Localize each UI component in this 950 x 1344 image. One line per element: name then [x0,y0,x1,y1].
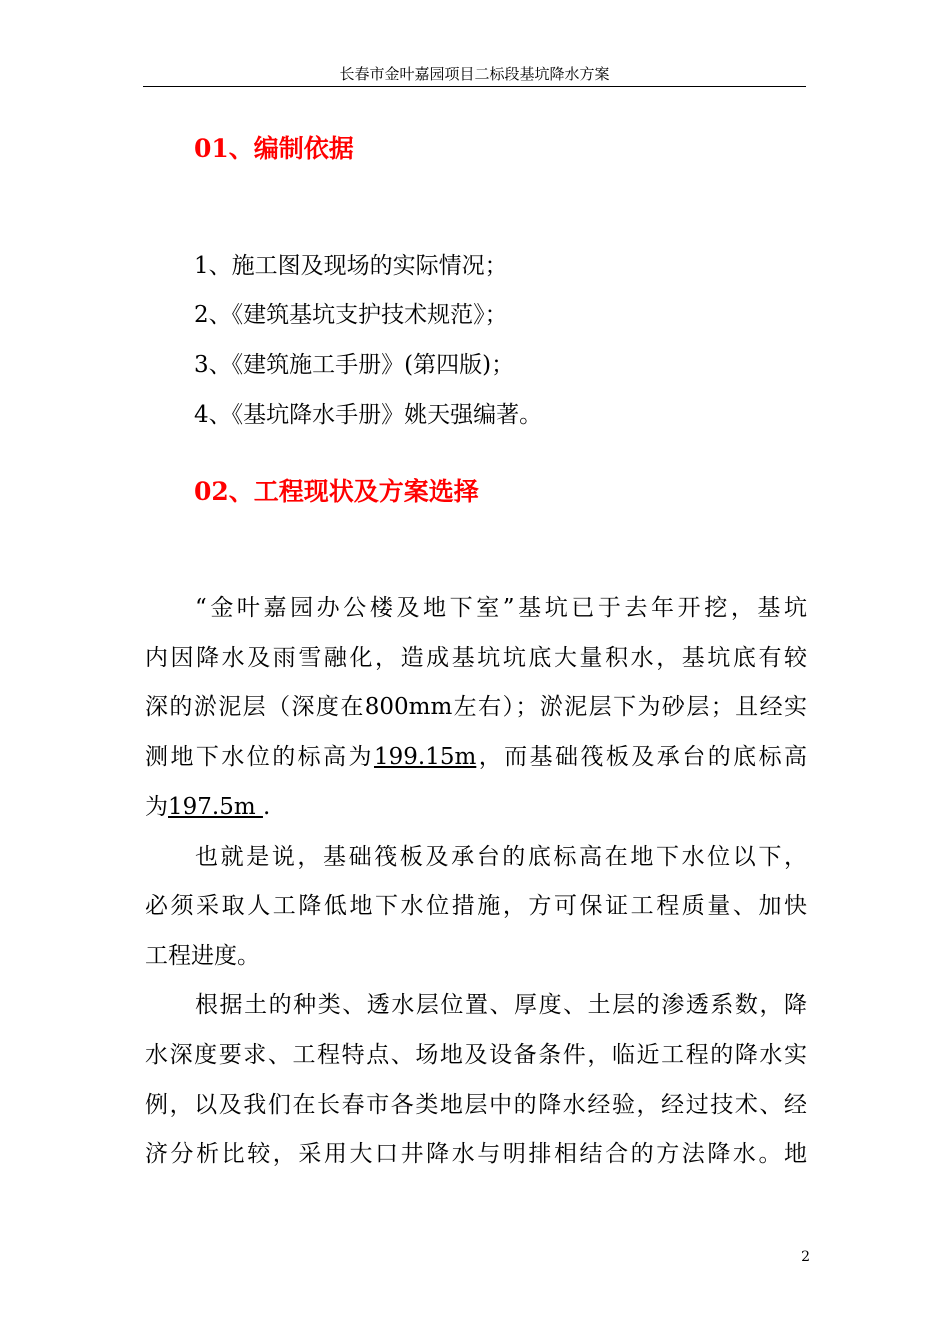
paragraph-line: 水深度要求、工程特点、场地及设备条件，临近工程的降水实 [145,1042,807,1068]
paragraph-line: 深的淤泥层（深度在800mm左右）；淤泥层下为砂层；且经实 [145,694,807,720]
paragraph-text: . [262,794,271,820]
paragraph-line: 必须采取人工降低地下水位措施，方可保证工程质量、加快 [145,893,807,919]
paragraph-line: “金叶嘉园办公楼及地下室”基坑已于去年开挖，基坑 [195,595,807,621]
paragraph-line [145,792,807,822]
section-heading-status: 02、工程现状及方案选择 [194,477,479,506]
paragraph-line: 根据土的种类、透水层位置、厚度、土层的渗透系数，降 [195,992,807,1018]
basis-item-3: 3、《建筑施工手册》(第四版)； [194,352,515,378]
page-number: 2 [801,1249,810,1265]
running-header: 长春市金叶嘉园项目二标段基坑降水方案 [339,65,610,83]
paragraph-line: 例，以及我们在长春市各类地层中的降水经验，经过技术、经 [145,1092,807,1118]
section-heading-basis: 01、编制依据 [194,134,354,163]
basis-item-2: 2、《建筑基坑支护技术规范》； [194,302,508,328]
water-level-value: 199.15m [373,744,477,770]
paragraph-text: 为 [145,794,168,820]
base-elevation-value: 197.5m [168,794,263,820]
basis-item-4: 4、《基坑降水手册》姚天强编著。 [194,402,543,428]
basis-item-1: 1、施工图及现场的实际情况； [194,253,508,279]
paragraph-line: 工程进度。 [145,943,260,969]
paragraph-line: 内因降水及雨雪融化，造成基坑坑底大量积水，基坑底有较 [145,645,807,671]
paragraph-line: 也就是说，基础筏板及承台的底标高在地下水位以下， [195,844,807,870]
header-rule [143,86,806,87]
paragraph-text: ，而基础筏板及承台的底标高 [476,744,808,770]
paragraph-line [145,742,807,772]
paragraph-line: 济分析比较，采用大口井降水与明排相结合的方法降水。地 [145,1141,807,1167]
paragraph-text: 测地下水位的标高为 [145,744,374,770]
